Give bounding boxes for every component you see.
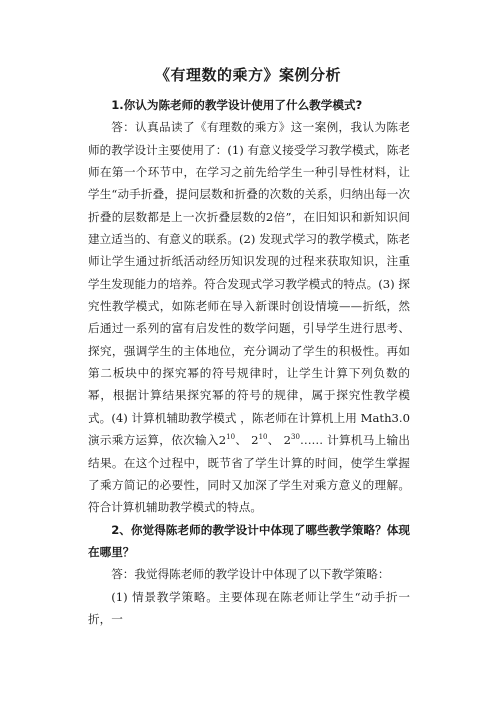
separator-1: 、 2 [235, 433, 259, 448]
question-2: 2、你觉得陈老师的教学设计中体现了哪些教学策略？体现在哪里？ [88, 522, 410, 559]
answer-1-paragraph [88, 116, 410, 518]
answer-1-text-continued: …… 计算机马上输出结果。在这个过程中，既节省了学生计算的时间，使学生掌握了乘方简记的必要性，同时又加深了学生对乘方意义的理解。符合计算机辅助教学模式的特点。 [88, 433, 410, 515]
answer-2-item-1: (1) 情景教学策略。主要体现在陈老师让学生“动手折一折，一 [88, 589, 410, 626]
answer-2-intro: 答：我觉得陈老师的教学设计中体现了以下教学策略： [111, 567, 390, 582]
exponent-30: 30 [291, 433, 300, 442]
document-title: 《有理数的乘方》案例分析 [154, 66, 341, 84]
question-1: 1.你认为陈老师的教学设计使用了什么教学模式? [111, 98, 363, 112]
document-body [88, 94, 410, 630]
exponent-10-first: 10 [226, 433, 236, 442]
separator-2: 、 2 [267, 433, 292, 448]
answer-1-text: 答：认真品读了《有理数的乘方》这一案例，我认为陈老师的教学设计主要使用了：(1) 有意义接受学习教学模式，陈老师在第一个环节中，在学习之前先给学生一种引导性材料，让学生“动手折叠，提问层数和折叠的次数的关系，归纳出每一次折叠的层数都是上一次折叠层数的2倍”，在旧知识和新知识间建立适当的、有意义的联系。(2) 发现式学习的教学模式，陈老师让学生通过折纸活动经历知识发现的过程来获取知识，注重学生发现能力的培养。符合发现式学习教学模式的特点。(3) 探究性教学模式，如陈老师在导入新课时创设情境——折纸，然后通过一系列的富有启发性的数学问题，引导学生进行思考、探究，强调学生的主体地位，充分调动了学生的积极性。再如第二板块中的探究幂的符号规律时，让学生计算下列负数的幂，根据计算结果探究幂的符号的规律，属于探究性教学模式。(4) 计算机辅助教学模式 ，陈老师在计算机上用 Math3.0 演示乘方运算，依次输入2 [88, 120, 410, 448]
exponent-10-second: 10 [258, 433, 268, 442]
